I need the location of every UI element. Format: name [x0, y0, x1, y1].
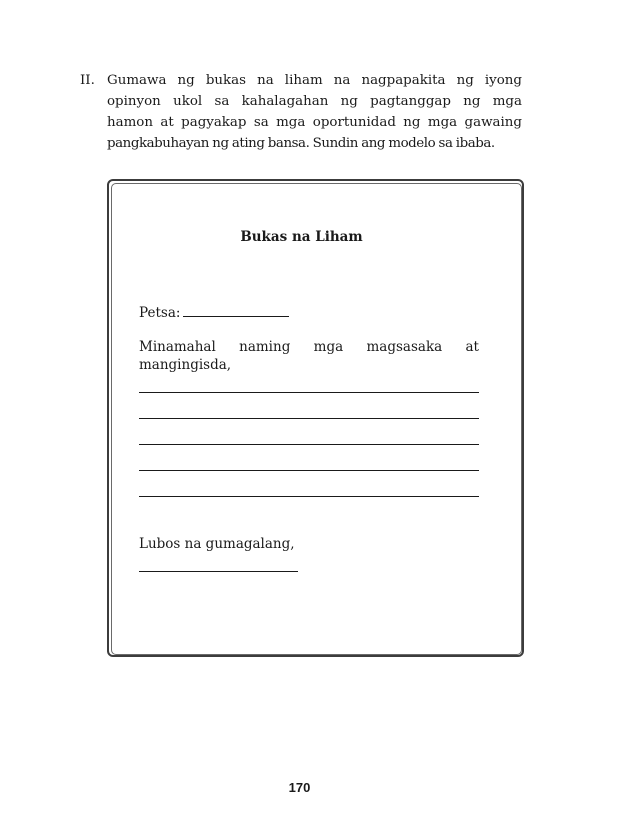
- date-blank-line[interactable]: [183, 304, 289, 317]
- salutation-line: Minamahal naming mga magsasaka at: [139, 339, 479, 355]
- signature-blank-line[interactable]: [139, 571, 298, 572]
- instruction-text: [107, 70, 522, 154]
- instruction-block: [80, 70, 522, 154]
- letter-box-inner-frame: [111, 183, 522, 655]
- salutation: [139, 338, 479, 374]
- page-number: 170: [288, 780, 311, 795]
- writing-blank-line[interactable]: [139, 444, 479, 445]
- date-field[interactable]: [139, 304, 289, 321]
- writing-blank-line[interactable]: [139, 496, 479, 497]
- writing-blank-line[interactable]: [139, 392, 479, 393]
- instruction-line: hamon at pagyakap sa mga oportunidad ng mga gawaing: [107, 115, 522, 130]
- date-label: Petsa:: [139, 305, 181, 321]
- instruction-line: opinyon ukol sa kahalagahan ng pagtanggap ng mga: [107, 94, 522, 109]
- item-number: II.: [80, 73, 95, 88]
- closing: Lubos na gumagalang,: [139, 536, 295, 552]
- salutation-line: mangingisda,: [139, 357, 232, 373]
- letter-title: Bukas na Liham: [240, 229, 363, 245]
- writing-blank-line[interactable]: [139, 470, 479, 471]
- instruction-line: Gumawa ng bukas na liham na nagpapakita ng iyong: [107, 73, 522, 88]
- writing-blank-line[interactable]: [139, 418, 479, 419]
- instruction-line: pangkabuhayan ng ating bansa. Sundin ang modelo sa ibaba.: [107, 136, 495, 151]
